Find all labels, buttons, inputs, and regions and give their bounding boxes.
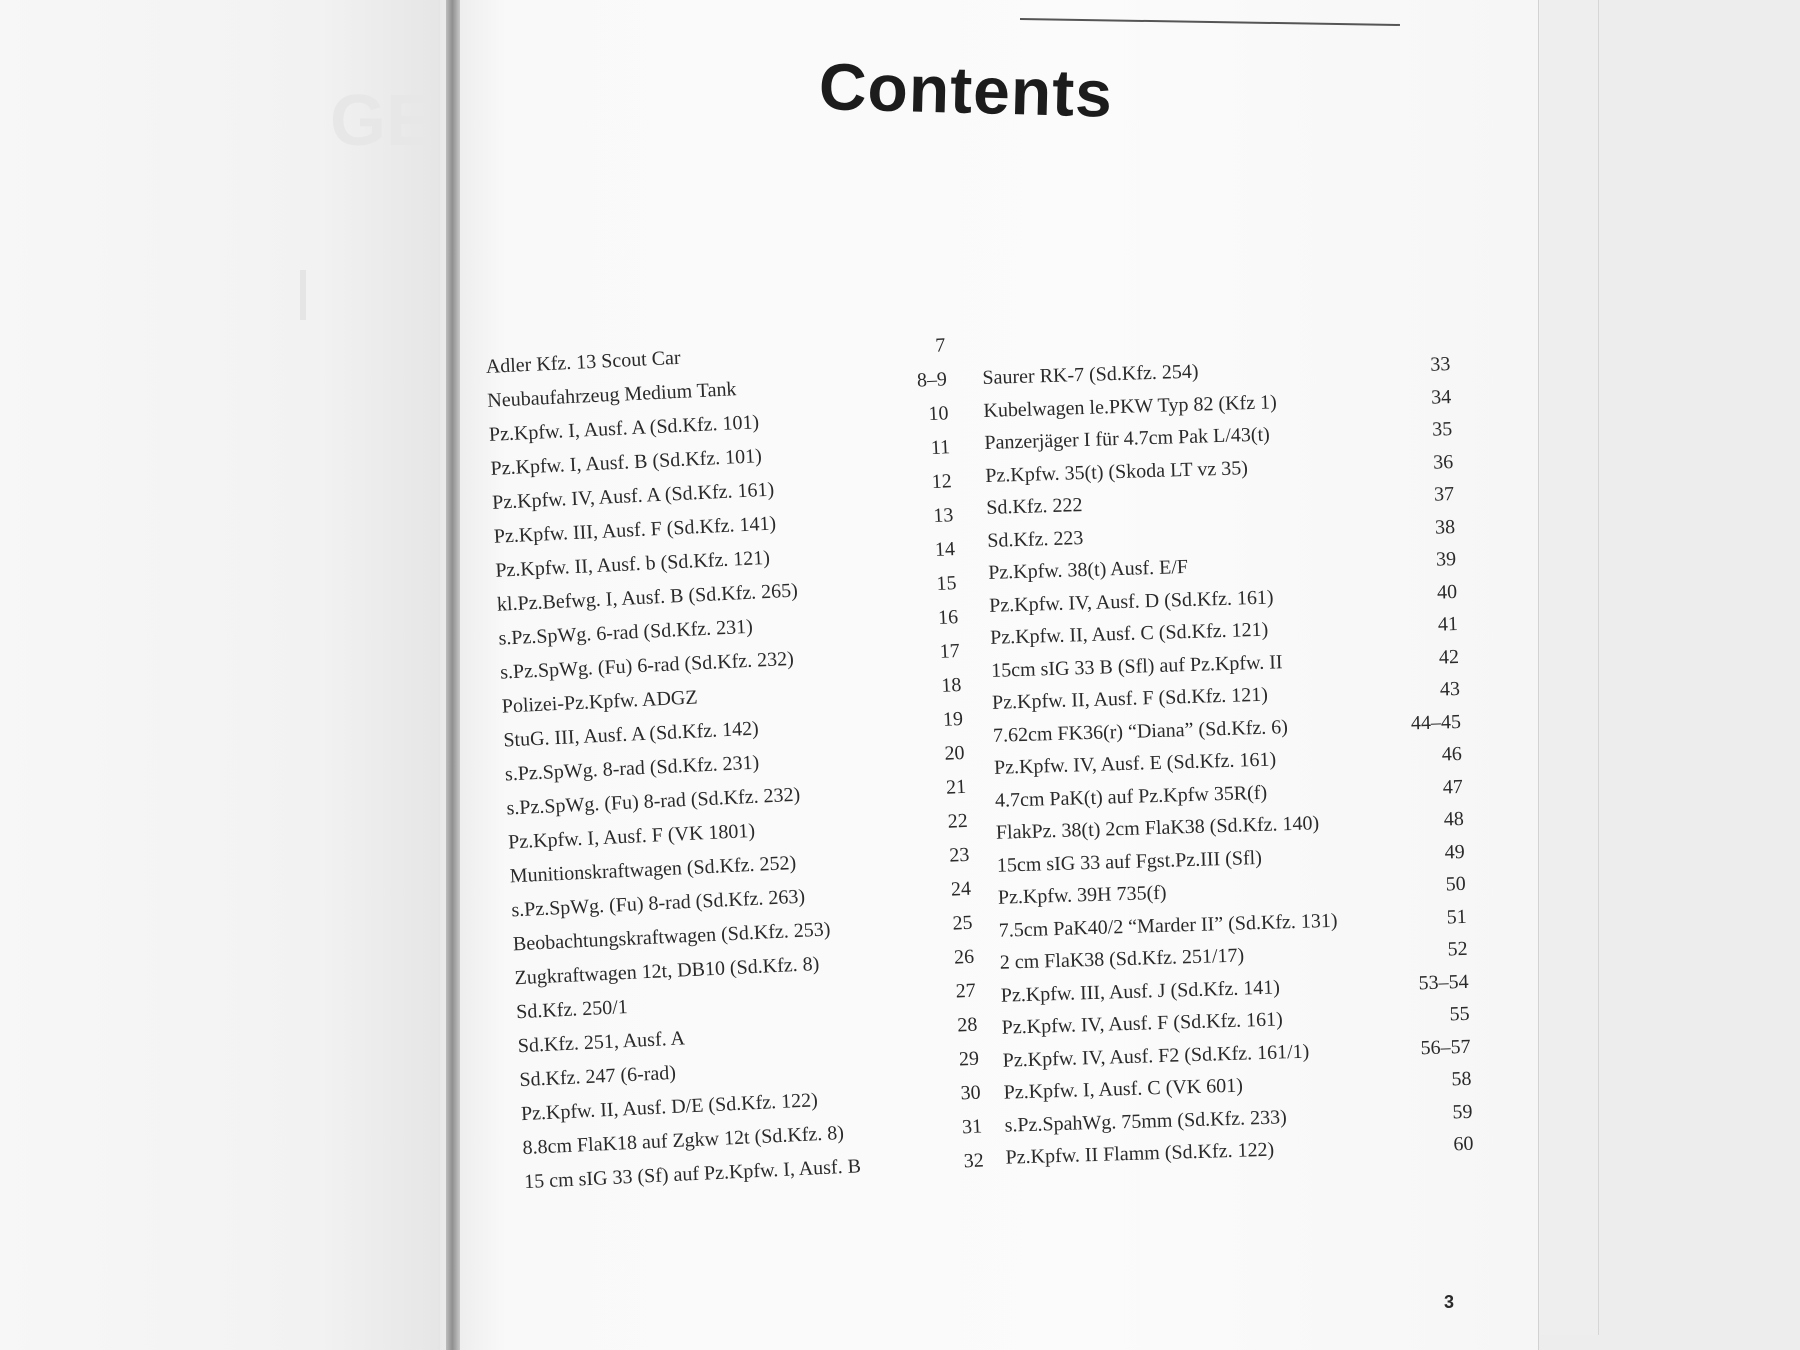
toc-entry-page: 37 — [1433, 483, 1455, 506]
toc-entry-page: 15 — [936, 572, 958, 595]
toc-entry-page: 20 — [944, 741, 966, 765]
left-page-bleed-through: GE — [330, 81, 435, 161]
toc-entry-title: 15cm sIG 33 auf Fgst.Pz.III (Sfl) — [996, 846, 1263, 877]
toc-entry-page: 51 — [1446, 905, 1467, 928]
toc-entry-title: 8.8cm FlaK18 auf Zgkw 12t (Sd.Kfz. 8) — [522, 1121, 845, 1160]
toc-entry-title: Adler Kfz. 13 Scout Car — [485, 346, 682, 378]
toc-entry-page: 50 — [1445, 872, 1467, 896]
toc-entry-title: Neubaufahrzeug Medium Tank — [486, 378, 737, 412]
toc-entry-page: 27 — [955, 979, 977, 1003]
toc-entry-page: 48 — [1443, 807, 1465, 831]
toc-entry-title: Pz.Kpfw. 35(t) (Skoda LT vz 35) — [985, 456, 1249, 487]
toc-entry-page: 32 — [963, 1149, 985, 1173]
toc-entry-page: 18 — [940, 673, 962, 697]
toc-entry-title: Sd.Kfz. 223 — [986, 526, 1084, 552]
toc-entry-page: 60 — [1453, 1132, 1474, 1156]
toc-entry-page: 47 — [1442, 775, 1464, 799]
toc-entry-title: StuG. III, Ausf. A (Sd.Kfz. 142) — [502, 717, 760, 752]
toc-entry-title: Pz.Kpfw. I, Ausf. A (Sd.Kfz. 101) — [488, 411, 760, 446]
toc-entry-title: Panzerjäger I für 4.7cm Pak L/43(t) — [984, 423, 1271, 454]
toc-entry-title: Pz.Kpfw. III, Ausf. F (Sd.Kfz. 141) — [493, 512, 777, 548]
toc-entry-page: 13 — [932, 504, 954, 528]
toc-entry-title: s.Pz.SpWg. 6-rad (Sd.Kfz. 231) — [498, 615, 754, 650]
toc-entry-title: Zugkraftwagen 12t, DB10 (Sd.Kfz. 8) — [514, 952, 820, 990]
toc-entry-page: 36 — [1432, 450, 1454, 474]
toc-entry-title: s.Pz.SpWg. (Fu) 8-rad (Sd.Kfz. 232) — [506, 783, 801, 820]
toc-entry-page: 52 — [1447, 937, 1468, 961]
toc-entry-page: 14 — [934, 538, 956, 562]
toc-entry-page: 40 — [1436, 580, 1458, 604]
toc-entry-page: 24 — [950, 877, 972, 901]
toc-entry-title: 4.7cm PaK(t) auf Pz.Kpfw 35R(f) — [994, 781, 1268, 812]
toc-entry-page: 31 — [961, 1115, 983, 1139]
toc-entry-title: s.Pz.SpWg. (Fu) 6-rad (Sd.Kfz. 232) — [499, 647, 795, 684]
toc-entry-title: 15 cm sIG 33 (Sf) auf Pz.Kpfw. I, Ausf. B — [523, 1155, 862, 1194]
left-page — [0, 0, 455, 1350]
toc-entry-page: 16 — [937, 606, 959, 629]
toc-entry-page: 29 — [958, 1047, 980, 1071]
book-gutter — [446, 0, 460, 1350]
toc-entry-title: Munitionskraftwagen (Sd.Kfz. 252) — [509, 851, 797, 888]
toc-entry-title: Beobachtungskraftwagen (Sd.Kfz. 253) — [512, 918, 831, 956]
page-number: 3 — [1444, 1292, 1455, 1312]
toc-entry-page: 42 — [1438, 645, 1460, 669]
toc-entry-page: 7 — [934, 334, 946, 357]
toc-left-column — [485, 328, 985, 1199]
toc-entry-title: Kubelwagen le.PKW Typ 82 (Kfz 1) — [983, 390, 1277, 422]
toc-entry-page: 59 — [1452, 1100, 1473, 1123]
toc-entry-title: 15cm sIG 33 B (Sfl) auf Pz.Kpfw. II — [990, 650, 1283, 682]
toc-entry-page: 23 — [948, 843, 970, 867]
toc-entry-page: 21 — [945, 775, 967, 799]
toc-entry-title: Pz.Kpfw. II, Ausf. C (Sd.Kfz. 121) — [989, 618, 1269, 649]
toc-entry-title: s.Pz.SpWg. (Fu) 8-rad (Sd.Kfz. 263) — [510, 885, 806, 922]
toc-entry-title: Sd.Kfz. 250/1 — [515, 996, 629, 1024]
toc-entry-title: 7.62cm FK36(r) “Diana” (Sd.Kfz. 6) — [992, 715, 1289, 747]
toc-entry-title: Pz.Kpfw. III, Ausf. J (Sd.Kfz. 141) — [1000, 975, 1281, 1007]
toc-entry-page: 25 — [952, 911, 974, 935]
toc-entry-title: 7.5cm PaK40/2 “Marder II” (Sd.Kfz. 131) — [998, 909, 1338, 942]
toc-entry-page: 43 — [1439, 677, 1461, 701]
toc-right-column — [982, 348, 1474, 1174]
toc-entry-title: FlakPz. 38(t) 2cm FlaK38 (Sd.Kfz. 140) — [995, 812, 1320, 844]
toc-entry-page: 22 — [947, 809, 969, 833]
toc-entry-page: 44–45 — [1410, 710, 1462, 734]
toc-entry-title: Pz.Kpfw. I, Ausf. F (VK 1801) — [507, 819, 756, 854]
toc-entry-title: Saurer RK-7 (Sd.Kfz. 254) — [982, 360, 1199, 389]
toc-entry-title: Sd.Kfz. 251, Ausf. A — [517, 1027, 686, 1058]
toc-entry-page: 55 — [1449, 1002, 1470, 1026]
toc-entry-page: 17 — [939, 639, 961, 663]
toc-entry-title: kl.Pz.Befwg. I, Ausf. B (Sd.Kfz. 265) — [496, 579, 799, 616]
toc-entry-page: 28 — [956, 1013, 978, 1037]
toc-entry-title: Sd.Kfz. 247 (6-rad) — [518, 1061, 677, 1092]
toc-entry-title: Pz.Kpfw. II, Ausf. D/E (Sd.Kfz. 122) — [520, 1089, 819, 1126]
toc-entry-page: 26 — [953, 945, 975, 969]
toc-entry-title: 2 cm FlaK38 (Sd.Kfz. 251/17) — [999, 944, 1245, 974]
toc-entry-title: Pz.Kpfw. I, Ausf. C (VK 601) — [1003, 1074, 1244, 1104]
toc-entry-title: Polizei-Pz.Kpfw. ADGZ — [501, 686, 699, 718]
toc-entry-page: 49 — [1444, 840, 1466, 863]
toc-entry-page: 38 — [1434, 515, 1456, 539]
toc-entry-title: s.Pz.SpWg. 8-rad (Sd.Kfz. 231) — [504, 751, 760, 786]
toc-entry-page: 46 — [1441, 742, 1463, 766]
toc-entry-title: Pz.Kpfw. IV, Ausf. F2 (Sd.Kfz. 161/1) — [1002, 1040, 1310, 1072]
toc-entry-page: 34 — [1430, 385, 1452, 409]
page-title: Contents — [818, 48, 1114, 131]
toc-entry-page: 41 — [1437, 612, 1459, 636]
toc-entry-page: 39 — [1435, 548, 1457, 571]
toc-entry-page: 10 — [927, 402, 950, 426]
toc-entry-title: Pz.Kpfw. 38(t) Ausf. E/F — [987, 555, 1189, 584]
toc-entry-title: Pz.Kpfw. II, Ausf. F (Sd.Kfz. 121) — [991, 683, 1269, 714]
toc-entry-page: 33 — [1429, 353, 1451, 376]
toc-entry-page: 56–57 — [1420, 1035, 1471, 1059]
toc-entry-title: Pz.Kpfw. 39H 735(f) — [997, 881, 1167, 909]
toc-entry-title: Pz.Kpfw. IV, Ausf. F (Sd.Kfz. 161) — [1001, 1008, 1284, 1039]
toc-entry-page: 19 — [942, 707, 964, 731]
toc-entry-title: Pz.Kpfw. IV, Ausf. D (Sd.Kfz. 161) — [988, 585, 1274, 617]
underlying-page-edge — [1540, 0, 1599, 1335]
toc-entry-page: 12 — [931, 470, 953, 494]
toc-entry-title: Sd.Kfz. 222 — [986, 494, 1083, 519]
toc-entry-page: 11 — [930, 436, 951, 460]
toc-entry-page: 58 — [1451, 1067, 1472, 1091]
toc-entry-title: Pz.Kpfw. IV, Ausf. A (Sd.Kfz. 161) — [491, 478, 775, 514]
left-page-bleed-mark — [300, 270, 306, 320]
toc-entry-page: 8–9 — [916, 368, 948, 392]
toc-entry-title: Pz.Kpfw. I, Ausf. B (Sd.Kfz. 101) — [490, 445, 763, 480]
toc-entry-title: s.Pz.SpahWg. 75mm (Sd.Kfz. 233) — [1004, 1105, 1288, 1137]
toc-entry-title: Pz.Kpfw. IV, Ausf. E (Sd.Kfz. 161) — [993, 748, 1277, 779]
toc-entry-page: 30 — [960, 1081, 982, 1105]
toc-entry-page: 35 — [1431, 418, 1453, 441]
toc-entry-title: Pz.Kpfw. II, Ausf. b (Sd.Kfz. 121) — [494, 546, 771, 582]
toc-entry-title: Pz.Kpfw. II Flamm (Sd.Kfz. 122) — [1005, 1138, 1275, 1169]
toc-entry-page: 53–54 — [1418, 970, 1469, 994]
